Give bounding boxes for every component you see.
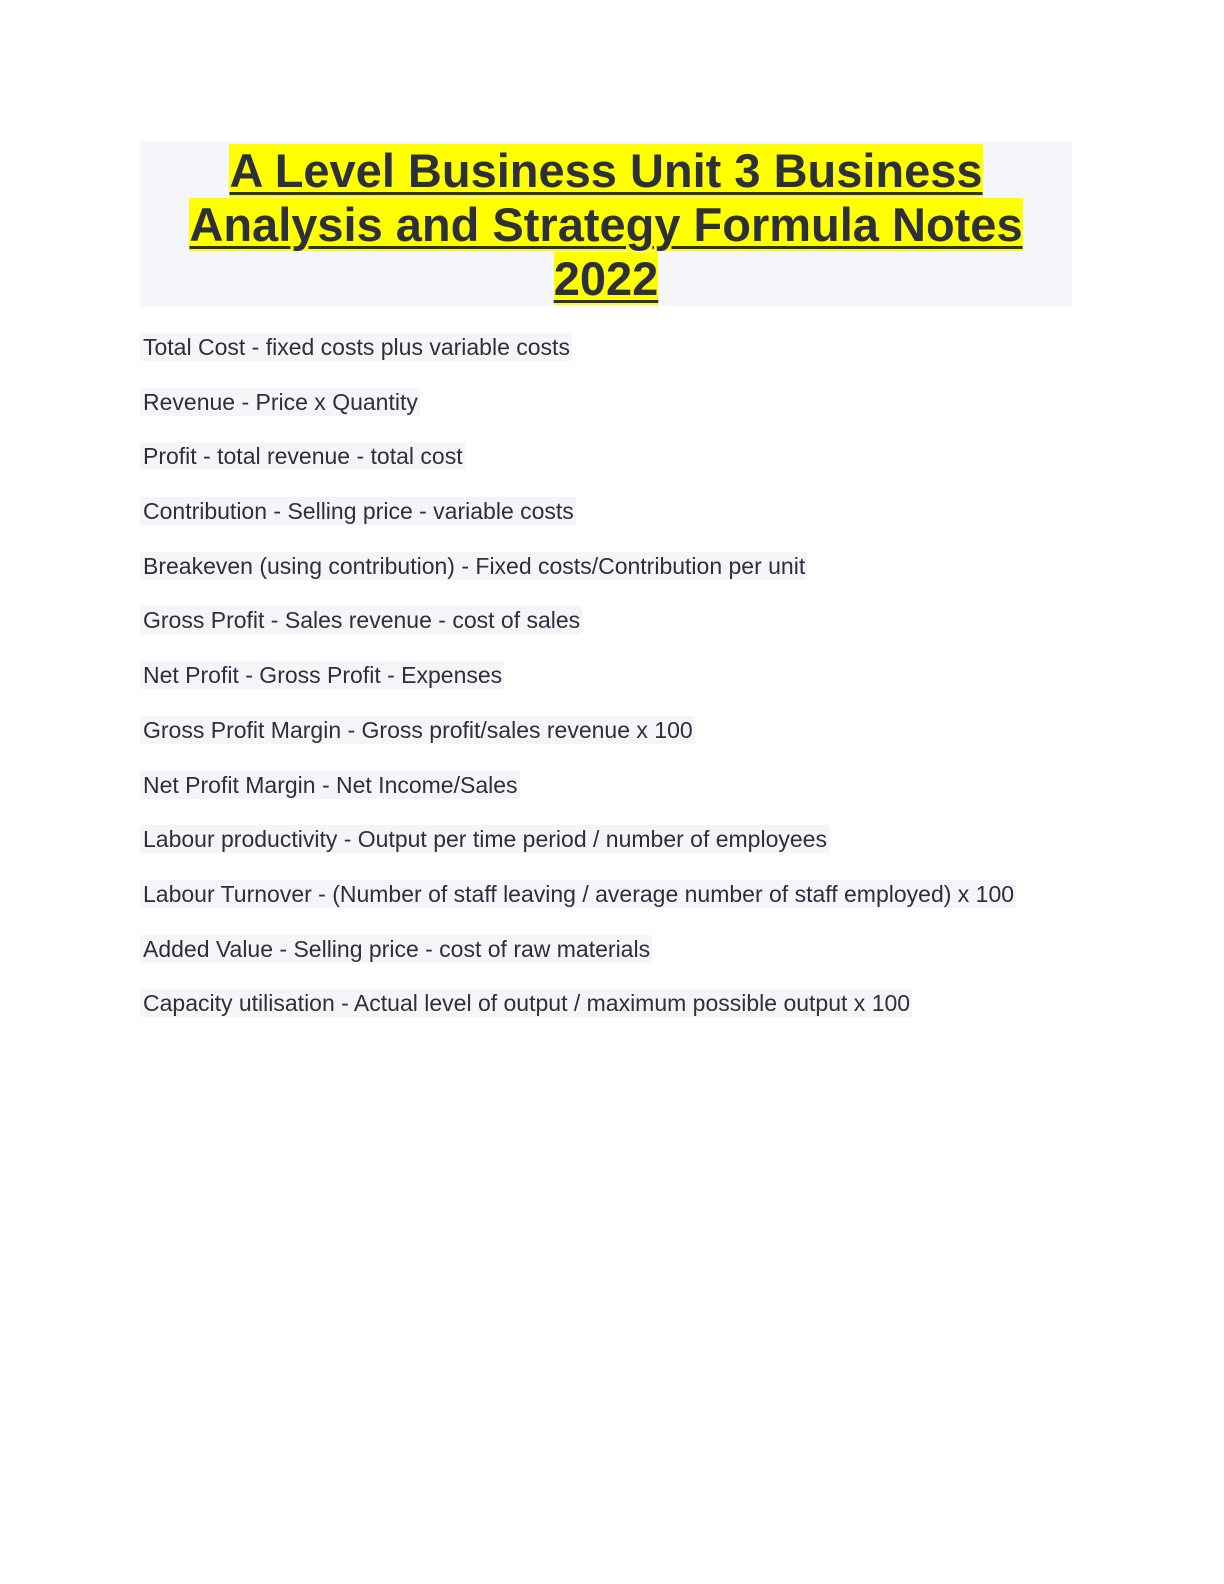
formula-item [140, 771, 1016, 826]
document-title [140, 142, 1072, 306]
formula-gross-profit-margin: Gross Profit Margin - Gross profit/sales revenue x 100 [140, 716, 695, 744]
formula-item [140, 497, 1016, 552]
formula-item [140, 333, 1016, 388]
formula-item [140, 661, 1016, 716]
formula-profit: Profit - total revenue - total cost [140, 442, 465, 470]
formula-net-profit: Net Profit - Gross Profit - Expenses [140, 661, 504, 689]
formula-item [140, 606, 1016, 661]
formula-item [140, 442, 1016, 497]
formula-labour-turnover: Labour Turnover - (Number of staff leaving / average number of staff employed) x 100 [140, 880, 1016, 908]
formula-item [140, 880, 1016, 935]
formula-item [140, 989, 1016, 1044]
formula-breakeven: Breakeven (using contribution) - Fixed costs/Contribution per unit [140, 552, 807, 580]
formula-item [140, 935, 1016, 990]
formula-item [140, 825, 1016, 880]
formula-labour-productivity: Labour productivity - Output per time period / number of employees [140, 825, 829, 853]
formula-item [140, 716, 1016, 771]
formula-item [140, 552, 1016, 607]
formula-item [140, 388, 1016, 443]
formula-net-profit-margin: Net Profit Margin - Net Income/Sales [140, 771, 520, 799]
title-block [140, 142, 1072, 306]
formula-added-value: Added Value - Selling price - cost of raw materials [140, 935, 652, 963]
formula-capacity-utilisation: Capacity utilisation - Actual level of output / maximum possible output x 100 [140, 989, 912, 1017]
formula-contribution: Contribution - Selling price - variable costs [140, 497, 576, 525]
document-title-text: A Level Business Unit 3 Business Analysis and Strategy Formula Notes 2022 [189, 144, 1023, 305]
formula-gross-profit: Gross Profit - Sales revenue - cost of sales [140, 606, 582, 634]
formula-total-cost: Total Cost - fixed costs plus variable costs [140, 333, 572, 361]
formula-list [140, 333, 1016, 1044]
formula-revenue: Revenue - Price x Quantity [140, 388, 420, 416]
